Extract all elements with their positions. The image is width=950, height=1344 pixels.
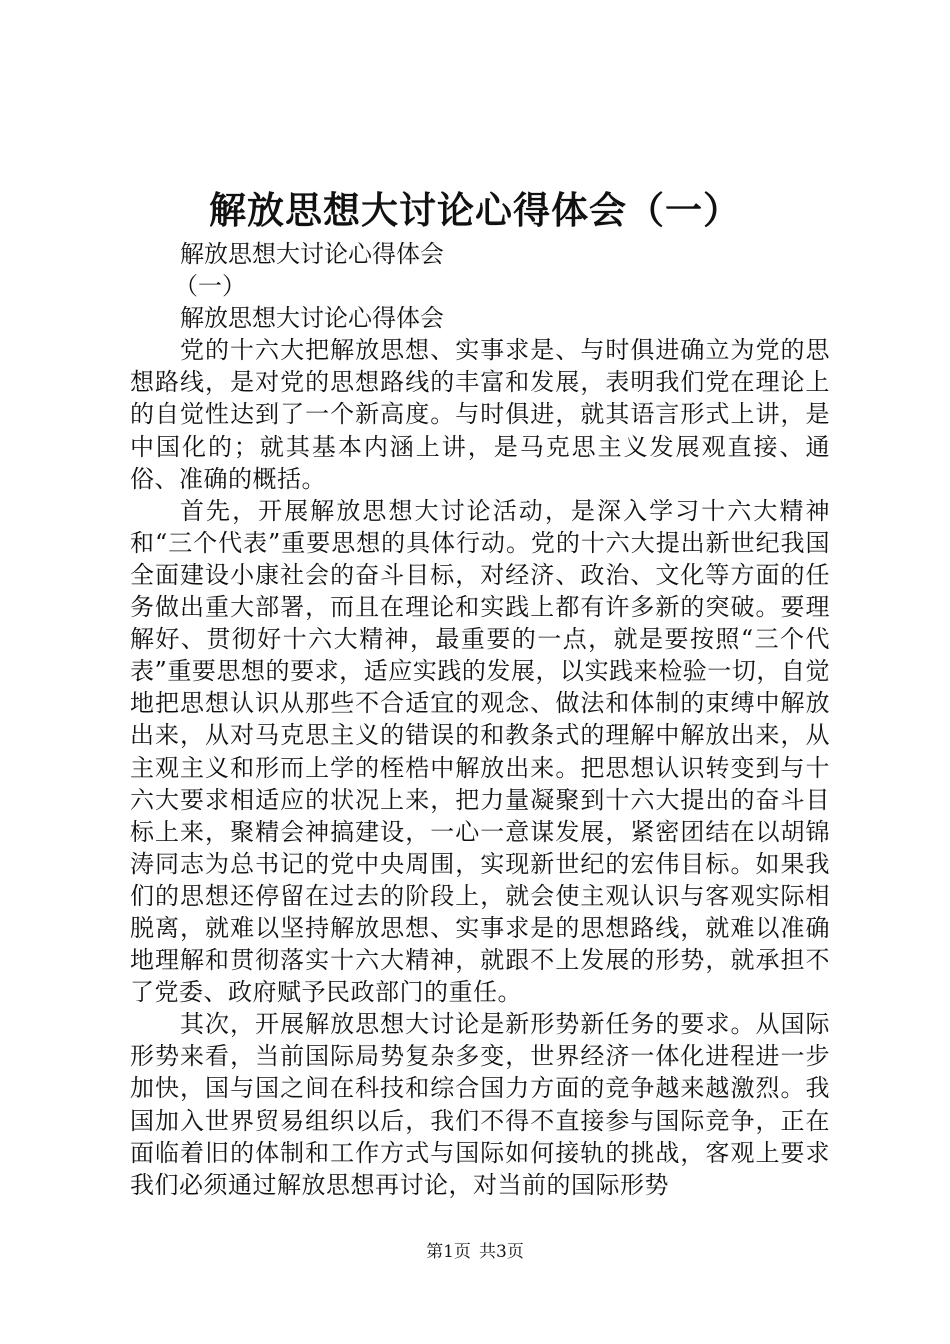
document-body [130,238,830,1201]
document-title: 解放思想大讨论心得体会（一） [209,188,741,232]
body-paragraph: 党的十六大把解放思想、实事求是、与时俱进确立为党的思想路线，是对党的思想路线的丰富和发展，表明我们党在理论上的自觉性达到了一个新高度。与时俱进，就其语言形式上讲，是中国化的；就其基本内涵上讲，是马克思主义发展观直接、通俗、准确的概括。 [130,336,830,493]
page-footer [0,1240,950,1264]
body-paragraph: 其次，开展解放思想大讨论是新形势新任务的要求。从国际形势来看，当前国际局势复杂多变，世界经济一体化进程进一步加快，国与国之间在科技和综合国力方面的竞争越来越激烈。我国加入世界贸易组织以后，我们不得不直接参与国际竞争，正在面临着旧的体制和工作方式与国际如何接轨的挑战，客观上要求我们必须通过解放思想再讨论，对当前的国际形势 [130,1010,830,1199]
preamble-line: 解放思想大讨论心得体会 [180,240,444,268]
page-number: 第1页 [426,1242,471,1262]
page-total: 共3页 [479,1242,524,1262]
preamble-line: （一） [174,272,246,301]
preamble-line: 解放思想大讨论心得体会 [180,304,444,333]
body-paragraph: 首先，开展解放思想大讨论活动，是深入学习十六大精神和“三个代表”重要思想的具体行动。党的十六大提出新世纪我国全面建设小康社会的奋斗目标，对经济、政治、文化等方面的任务做出重大部署，而且在理论和实践上都有许多新的突破。要理解好、贯彻好十六大精神，最重要的一点，就是要按照“三个代表”重要思想的要求，适应实践的发展，以实践来检验一切，自觉地把思想认识从那些不合适宜的观念、做法和体制的束缚中解放出来，从对马克思主义的错误的和教条式的理解中解放出来，从主观主义和形而上学的桎梏中解放出来。把思想认识转变到与十六大要求相适应的状况上来，把力量凝聚到十六大提出的奋斗目标上来，聚精会神搞建设，一心一意谋发展，紧密团结在以胡锦涛同志为总书记的党中央周围，实现新世纪的宏伟目标。如果我们的思想还停留在过去的阶段上，就会使主观认识与客观实际相脱离，就难以坚持解放思想、实事求是的思想路线，就难以准确地理解和贯彻落实十六大精神，就跟不上发展的形势，就承担不了党委、政府赋予民政部门的重任。 [130,496,830,1007]
